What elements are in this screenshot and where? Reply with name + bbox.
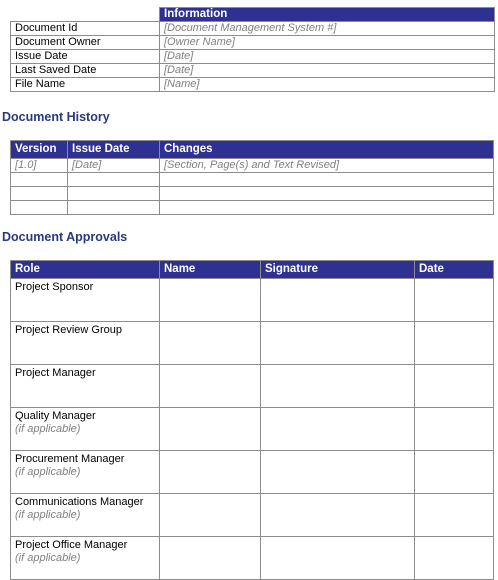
approval-row [11, 451, 494, 494]
approval-date-cell[interactable] [415, 494, 494, 537]
info-label: File Name [11, 78, 160, 92]
approval-role [11, 365, 160, 408]
approval-row [11, 279, 494, 322]
approvals-header-signature: Signature [261, 261, 415, 279]
approval-role [11, 322, 160, 365]
approval-role [11, 494, 160, 537]
approval-row [11, 408, 494, 451]
approval-signature-cell[interactable] [261, 408, 415, 451]
document-information-table [10, 7, 495, 92]
approval-date-cell[interactable] [415, 451, 494, 494]
history-cell-changes[interactable] [160, 173, 494, 187]
info-header-blank [11, 8, 160, 22]
approval-name-cell[interactable] [160, 322, 261, 365]
history-header-issue-date: Issue Date [68, 141, 160, 159]
approval-role-label: Quality Manager [15, 410, 96, 422]
approval-role-note: (if applicable) [15, 509, 81, 521]
approval-signature-cell[interactable] [261, 322, 415, 365]
history-row [11, 187, 494, 201]
info-row [11, 36, 495, 50]
approvals-header-name: Name [160, 261, 261, 279]
info-row [11, 22, 495, 36]
history-cell-changes[interactable] [160, 201, 494, 215]
history-cell-issue-date[interactable] [68, 201, 160, 215]
approval-role-note: (if applicable) [15, 466, 81, 478]
history-row [11, 159, 494, 173]
info-value[interactable]: [Name] [160, 78, 495, 92]
approval-role [11, 279, 160, 322]
info-row [11, 78, 495, 92]
approval-role [11, 537, 160, 580]
approval-name-cell[interactable] [160, 494, 261, 537]
history-cell-issue-date[interactable]: [Date] [68, 159, 160, 173]
history-cell-version[interactable] [11, 201, 68, 215]
approval-name-cell[interactable] [160, 279, 261, 322]
document-history-table [10, 140, 494, 215]
approvals-header-date: Date [415, 261, 494, 279]
approval-date-cell[interactable] [415, 322, 494, 365]
approval-row [11, 322, 494, 365]
info-label: Document Id [11, 22, 160, 36]
approval-role-label: Procurement Manager [15, 453, 125, 465]
info-value[interactable]: [Owner Name] [160, 36, 495, 50]
approval-signature-cell[interactable] [261, 494, 415, 537]
approval-date-cell[interactable] [415, 408, 494, 451]
approval-row [11, 494, 494, 537]
approval-signature-cell[interactable] [261, 279, 415, 322]
approval-signature-cell[interactable] [261, 365, 415, 408]
info-header: Information [160, 8, 495, 22]
document-history-heading: Document History [2, 110, 110, 124]
approvals-header-role: Role [11, 261, 160, 279]
info-row [11, 50, 495, 64]
approval-role [11, 451, 160, 494]
history-row [11, 201, 494, 215]
approval-role-label: Project Sponsor [15, 281, 94, 293]
history-cell-changes[interactable] [160, 187, 494, 201]
history-header-row [11, 141, 494, 159]
history-cell-changes[interactable]: [Section, Page(s) and Text Revised] [160, 159, 494, 173]
approval-role-label: Project Review Group [15, 324, 122, 336]
info-label: Document Owner [11, 36, 160, 50]
approval-role-note: (if applicable) [15, 552, 81, 564]
document-approvals-table [10, 260, 494, 580]
approval-role [11, 408, 160, 451]
history-cell-version[interactable] [11, 173, 68, 187]
info-header-row [11, 8, 495, 22]
approval-row [11, 537, 494, 580]
history-row [11, 173, 494, 187]
approvals-header-row [11, 261, 494, 279]
history-cell-issue-date[interactable] [68, 187, 160, 201]
info-label: Last Saved Date [11, 64, 160, 78]
approval-row [11, 365, 494, 408]
approval-name-cell[interactable] [160, 365, 261, 408]
approval-date-cell[interactable] [415, 279, 494, 322]
history-cell-version[interactable] [11, 187, 68, 201]
info-value[interactable]: [Date] [160, 50, 495, 64]
info-label: Issue Date [11, 50, 160, 64]
approval-name-cell[interactable] [160, 408, 261, 451]
approval-role-note: (if applicable) [15, 423, 81, 435]
info-value[interactable]: [Document Management System #] [160, 22, 495, 36]
approval-name-cell[interactable] [160, 537, 261, 580]
document-approvals-heading: Document Approvals [2, 230, 128, 244]
approval-role-label: Project Office Manager [15, 539, 128, 551]
approval-date-cell[interactable] [415, 365, 494, 408]
info-value[interactable]: [Date] [160, 64, 495, 78]
approval-role-label: Communications Manager [15, 496, 144, 508]
history-header-version: Version [11, 141, 68, 159]
approval-role-label: Project Manager [15, 367, 96, 379]
history-cell-version[interactable]: [1.0] [11, 159, 68, 173]
approval-date-cell[interactable] [415, 537, 494, 580]
approval-signature-cell[interactable] [261, 537, 415, 580]
info-row [11, 64, 495, 78]
approval-name-cell[interactable] [160, 451, 261, 494]
approval-signature-cell[interactable] [261, 451, 415, 494]
history-cell-issue-date[interactable] [68, 173, 160, 187]
history-header-changes: Changes [160, 141, 494, 159]
